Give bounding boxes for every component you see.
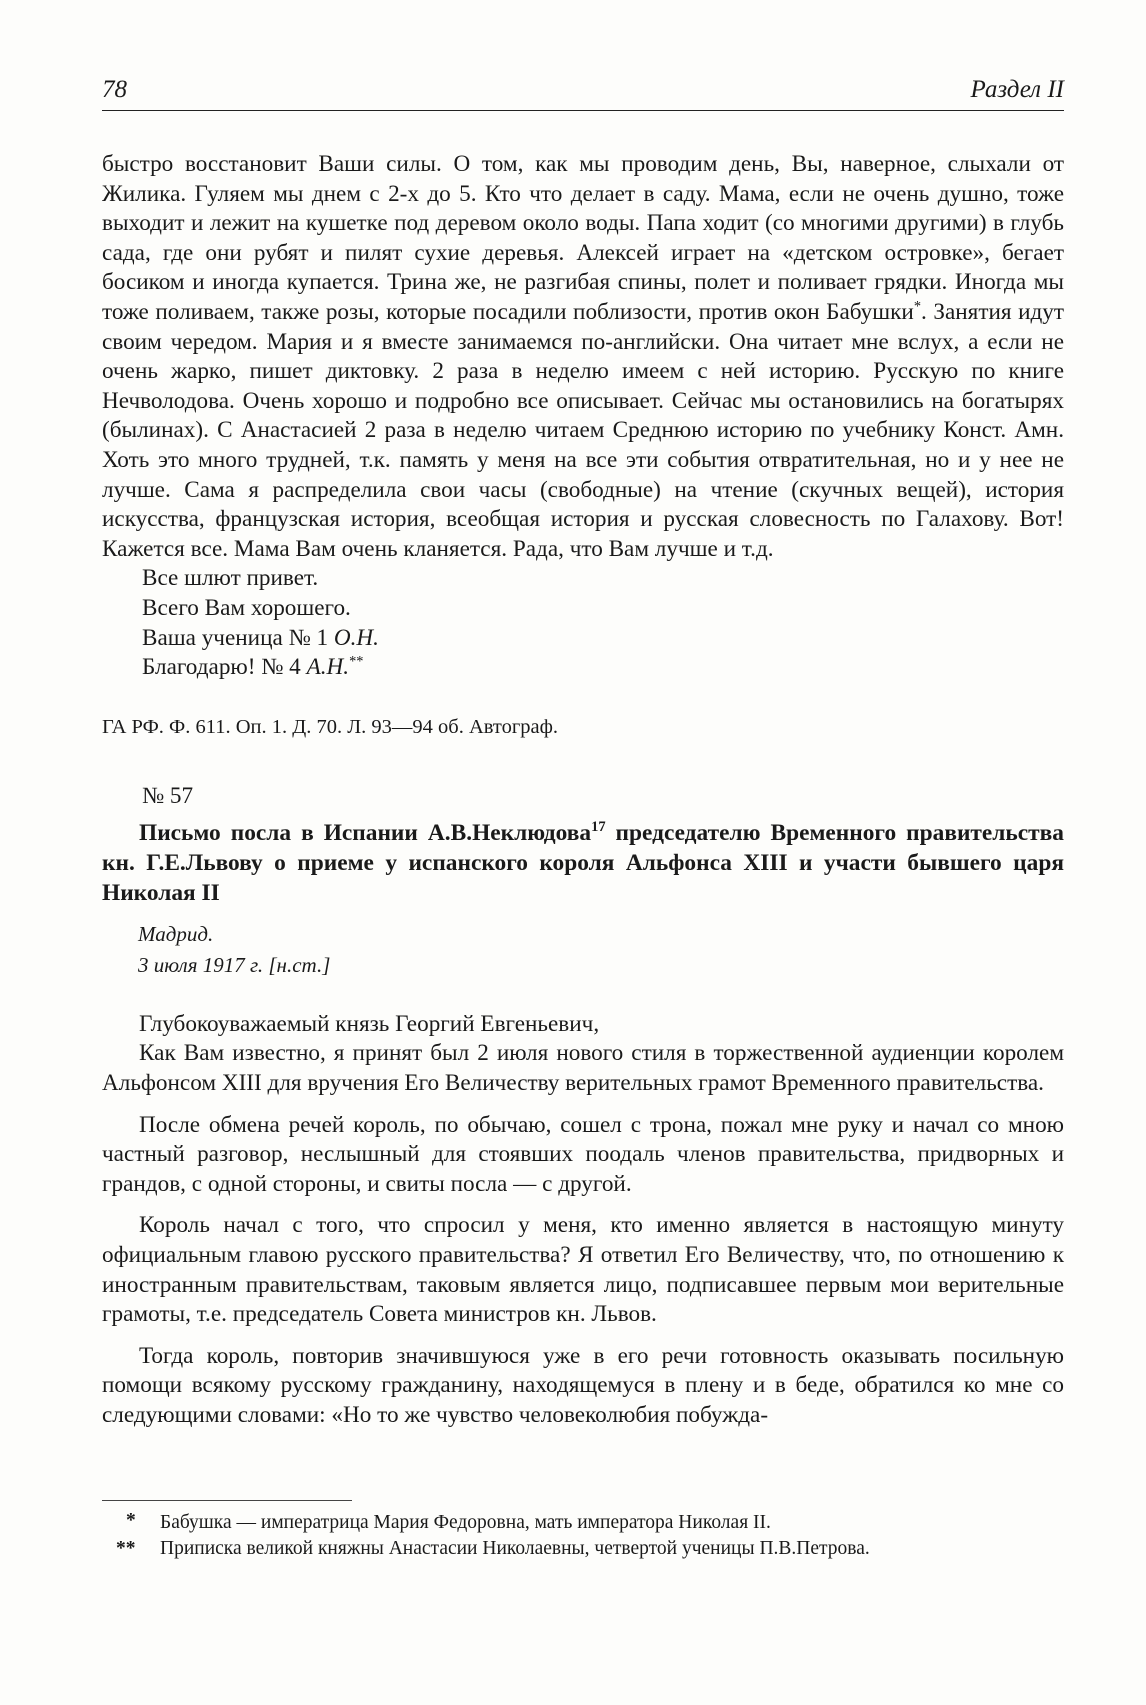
document-title: Письмо посла в Испании А.В.Неклюдова$^{17}$ председателю Временного правительства кн. Г.Е.Львову о приеме у испанского короля Альфонса XIII и участи бывшего царя Николая II bbox=[102, 819, 1064, 906]
page-header bbox=[102, 76, 1064, 110]
paragraph: После обмена речей король, по обычаю, сошел с трона, пожал мне руку и начал со мною частный разговор, неслышный для стоявших поодаль членов правительства, придворных и грандов, с одной стороны, и свиты посла — с другой. bbox=[102, 1111, 1064, 1197]
letter-continuation: быстро восстановит Ваши силы. О том, как мы проводим день, Вы, наверное, слыхали от Жилика. Гуляем мы днем с 2-х до 5. Кто что делает в саду. Мама, если не очень душно, тоже выходит и лежит на кушетке под деревом около воды. Папа ходит (со многими другими) в глубь сада, где они рубят и пилят сухие деревья. Алексей играет на «детском островке», бегает босиком и иногда купается. Трина же, не разгибая спины, полет и поливает грядки. Иногда мы тоже поливаем, также розы, которые посадили поблизости, против окон Бабушки*. Занятия идут своим чередом. Мария и я вместе занимаемся по-английски. Она читает мне вслух, а если не очень жарко, пишет диктовку. 2 раза в неделю имеем с ней историю. Русскую по книге Нечволодова. Очень хорошо и подробно все описывает. Сейчас мы остановились на богатырях (былинах). С Анастасией 2 раза в неделю читаем Среднюю историю по учебнику Конст. Амн. Хоть это много трудней, т.к. память у меня на все эти события отвратительная, но и у нее не лучше. Сама я распределила свои часы (свободные) на чтение (скучных вещей), история искусства, французская история, всеобщая история и русская словесность по Галахову. Вот! Кажется все. Мама Вам очень кланяется. Рада, что Вам лучше и т.д. bbox=[102, 151, 1064, 562]
signature-initials: О.Н. bbox=[333, 624, 379, 651]
footnote-ref: 17 bbox=[591, 819, 606, 836]
paragraph: Король начал с того, что спросил у меня, кто именно является в настоящую минуту официальным главою русского правительства? Я ответил Его Величеству, что, по отношению к иностранным правительствам, таковым является лицо, подписавшее первым мои верительные грамоты, т.е. председатель Совета министров кн. Львов. bbox=[102, 1212, 1064, 1328]
footnote-mark: ** bbox=[116, 1538, 136, 1559]
signature-line: Благодарю! № 4 А.Н.** bbox=[142, 653, 364, 681]
letter-closing bbox=[142, 564, 1064, 682]
section-title: Раздел II bbox=[970, 76, 1064, 103]
closing-line: Все шлют привет. bbox=[142, 565, 319, 592]
signature-line: Ваша ученица № 1 О.Н. bbox=[142, 624, 379, 651]
page-number: 78 bbox=[102, 76, 127, 103]
footnote-ref: ** bbox=[349, 653, 364, 670]
document-date: 3 июля 1917 г. [н.ст.] bbox=[138, 952, 331, 977]
footnote-text: Приписка великой княжны Анастасии Николаевны, четвертой ученицы П.В.Петрова. bbox=[160, 1538, 870, 1559]
salutation: Глубокоуважаемый князь Георгий Евгеньевич, bbox=[139, 1010, 600, 1037]
closing-line: Всего Вам хорошего. bbox=[142, 594, 351, 621]
footnote-rule bbox=[102, 1500, 352, 1501]
footnote-text: Бабушка — императрица Мария Федоровна, мать императора Николая II. bbox=[160, 1512, 771, 1533]
footnote-ref: * bbox=[913, 298, 921, 315]
signature-initials: А.Н. bbox=[306, 654, 350, 681]
archive-reference: ГА РФ. Ф. 611. Оп. 1. Д. 70. Л. 93—94 об. Автограф. bbox=[102, 715, 559, 738]
footnote-mark: * bbox=[126, 1510, 136, 1531]
header-rule bbox=[102, 110, 1064, 111]
page-body bbox=[102, 150, 1064, 1431]
document-place: Мадрид. bbox=[138, 921, 214, 946]
paragraph: Как Вам известно, я принят был 2 июля нового стиля в торжественной аудиенции королем Альфонсом XIII для вручения Его Величеству верительных грамот Временного правительства. bbox=[102, 1040, 1064, 1097]
paragraph: Тогда король, повторив значившуюся уже в его речи готовность оказывать посильную помощи всякому русскому гражданину, находящемуся в плену и в беде, обратился ко мне со следующими словами: «Но то же чувство человеколюбия побужда- bbox=[102, 1342, 1064, 1428]
document-number: № 57 bbox=[142, 783, 194, 810]
